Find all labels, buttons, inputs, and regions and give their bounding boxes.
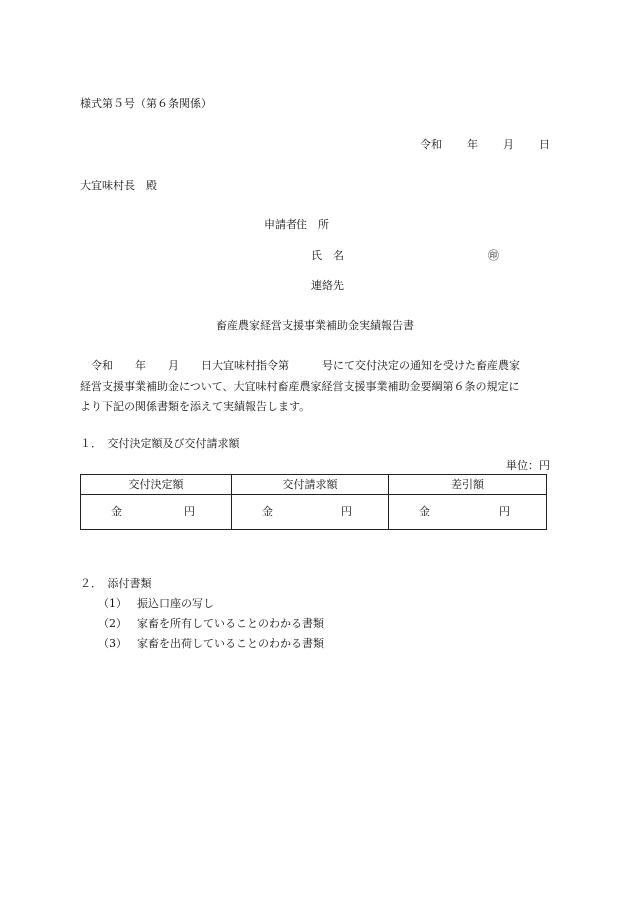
date-line: [420, 139, 550, 150]
date-day: 日: [539, 138, 550, 151]
addressee: 大宜味村長 殿: [80, 179, 157, 192]
col-header-request-amount: 交付請求額: [232, 475, 389, 495]
name-label: 氏 名: [311, 249, 344, 262]
body-line-3: より下記の関係書類を添えて実績報告します。: [80, 400, 311, 413]
attachment-item: 家畜を所有していることのわかる書類: [137, 617, 324, 630]
section-2-title: ２． 添付書類: [80, 577, 152, 590]
form-number: 様式第５号（第６条関係）: [80, 97, 212, 110]
applicant-label: 申請者: [264, 218, 297, 231]
table-header-row: [81, 475, 547, 495]
request-amount-cell: [232, 495, 389, 530]
difference-cell: [389, 495, 547, 530]
body-paragraph: [80, 356, 555, 418]
date-era: 令和: [420, 138, 442, 151]
date-year: 年: [467, 138, 478, 151]
attachment-number: （3）: [98, 637, 127, 650]
document-title: 畜産農家経営支援事業補助金実績報告書: [216, 319, 414, 332]
amount-table: [80, 474, 547, 530]
seal-mark: ㊞: [488, 249, 499, 262]
unit-label: 単位：円: [506, 459, 550, 472]
amount-prefix: 金: [111, 505, 122, 518]
amount-prefix: 金: [262, 505, 273, 518]
col-header-decision-amount: 交付決定額: [81, 475, 232, 495]
date-month: 月: [503, 138, 514, 151]
contact-label: 連絡先: [311, 279, 344, 292]
body-line-2: 経営支援事業補助金について、大宜味村畜産農家経営支援事業補助金要綱第６条の規定に: [80, 379, 520, 393]
attachment-number: （2）: [98, 617, 127, 630]
section-1-title: １． 交付決定額及び交付請求額: [80, 437, 240, 450]
table-row: [81, 495, 547, 530]
attachment-item: 家畜を出荷していることのわかる書類: [137, 637, 324, 650]
col-header-difference: 差引額: [389, 475, 547, 495]
attachment-item: 振込口座の写し: [137, 597, 214, 610]
amount-suffix: 円: [341, 505, 352, 518]
decision-amount-cell: [81, 495, 232, 530]
attachment-number: （1）: [98, 597, 127, 610]
amount-suffix: 円: [184, 505, 195, 518]
amount-suffix: 円: [499, 505, 510, 518]
address-label: 住 所: [296, 218, 329, 231]
amount-prefix: 金: [419, 505, 430, 518]
body-line-1: 令和 年 月 日大宜味村指令第 号にて交付決定の通知を受けた畜産農家: [80, 359, 520, 372]
